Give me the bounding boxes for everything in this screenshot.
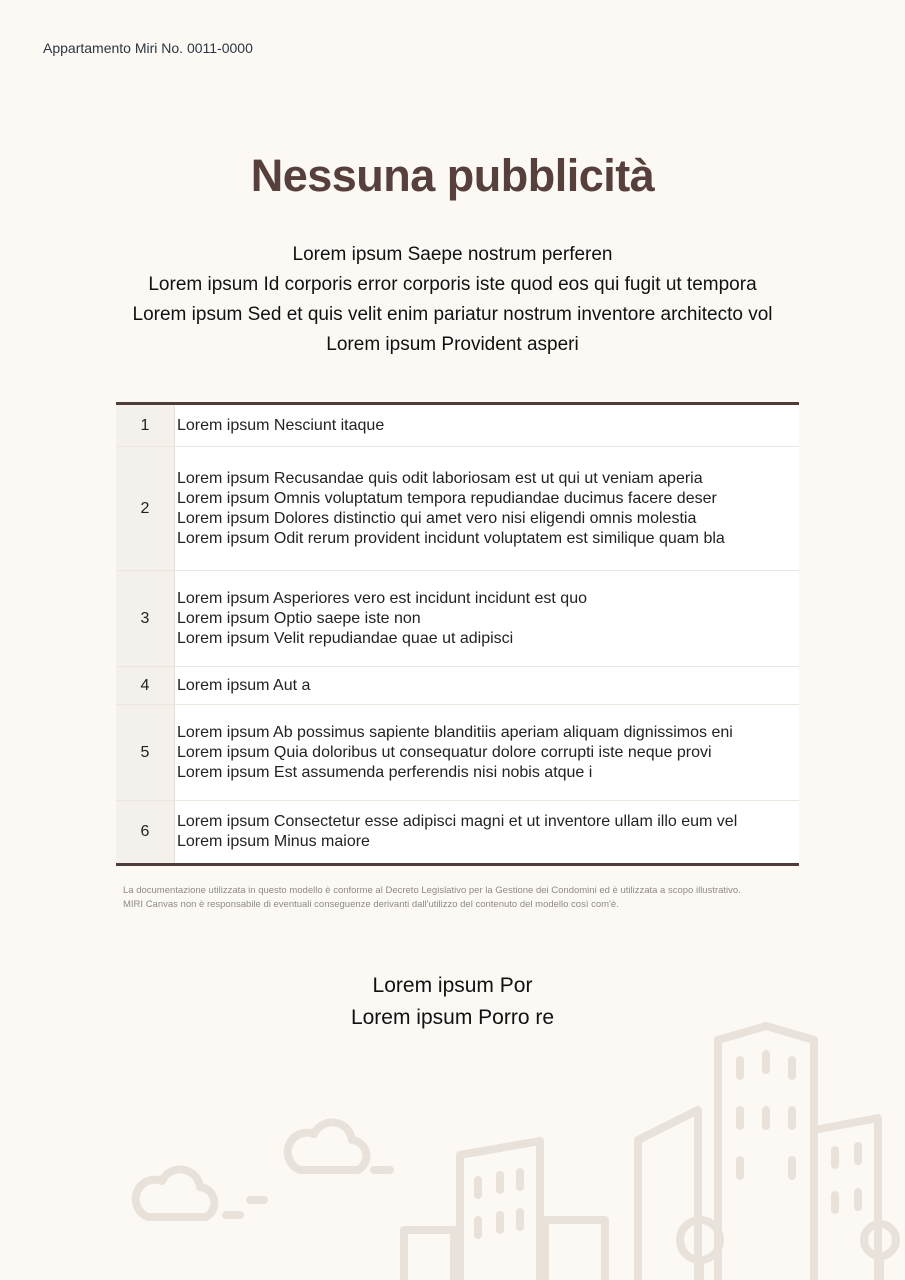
- building-icon: [404, 1141, 605, 1280]
- rule-number: 5: [116, 705, 175, 801]
- intro-line: Lorem ipsum Sed et quis velit enim pariatur nostrum inventore architecto vol: [132, 304, 773, 325]
- city-skyline-illustration: [0, 1010, 905, 1280]
- rule-text: [175, 705, 800, 801]
- closing-line: Lorem ipsum Porro re: [350, 1006, 555, 1029]
- rule-line: Lorem ipsum Est assumenda perferendis nisi nobis atque i: [177, 763, 593, 781]
- closing-line: Lorem ipsum Por: [372, 974, 533, 997]
- rule-line: Lorem ipsum Asperiores vero est incidunt incidunt est quo: [177, 589, 587, 607]
- intro-line: Lorem ipsum Id corporis error corporis iste quod eos qui fugit ut tempora: [148, 274, 757, 295]
- rules-table: [116, 402, 799, 866]
- rule-line: Lorem ipsum Omnis voluptatum tempora repudiandae ducimus facere deser: [177, 489, 717, 507]
- table-row: [116, 571, 799, 667]
- rule-line: Lorem ipsum Ab possimus sapiente blanditiis aperiam aliquam dignissimos eni: [177, 723, 733, 741]
- disclaimer-line: La documentazione utilizzata in questo modello è conforme al Decreto Legislativo per la Gestione dei Condomini ed è utilizzata a scopo illustrativo.: [123, 885, 741, 896]
- rule-line: Lorem ipsum Dolores distinctio qui amet vero nisi eligendi omnis molestia: [177, 509, 697, 527]
- rule-line: Lorem ipsum Recusandae quis odit laboriosam est ut qui ut veniam aperia: [177, 469, 703, 487]
- table-row: [116, 447, 799, 571]
- table-row: [116, 801, 799, 865]
- rule-line: Lorem ipsum Nesciunt itaque: [177, 416, 385, 434]
- rule-number: 3: [116, 571, 175, 667]
- rule-line: Lorem ipsum Consectetur esse adipisci magni et ut inventore ullam illo eum vel: [177, 813, 738, 830]
- intro-line: Lorem ipsum Saepe nostrum perferen: [292, 244, 613, 265]
- table-row: [116, 705, 799, 801]
- rule-line: Lorem ipsum Aut a: [177, 676, 311, 694]
- table-row: [116, 404, 799, 447]
- disclaimer-line: MIRI Canvas non è responsabile di eventuali conseguenze derivanti dall'utilizzo del contenuto del modello così com'è.: [123, 899, 619, 910]
- rule-text: [175, 447, 800, 571]
- rule-text: [175, 571, 800, 667]
- table-row: [116, 667, 799, 705]
- rule-line: Lorem ipsum Quia doloribus ut consequatur dolore corrupti iste neque provi: [177, 743, 712, 761]
- disclaimer: [123, 884, 803, 912]
- rule-line: Lorem ipsum Odit rerum provident incidunt voluptatem est similique quam bla: [177, 529, 725, 547]
- rule-line: Lorem ipsum Minus maiore: [177, 833, 370, 850]
- intro-text: [0, 240, 905, 360]
- building-icon: [638, 1026, 896, 1280]
- cloud-icon: [136, 1169, 264, 1217]
- rule-number: 1: [116, 404, 175, 447]
- rule-line: Lorem ipsum Optio saepe iste non: [177, 609, 421, 627]
- intro-line: Lorem ipsum Provident asperi: [326, 334, 579, 355]
- apartment-number: Appartamento Miri No. 0011-0000: [43, 40, 253, 56]
- rule-number: 2: [116, 447, 175, 571]
- rule-text: [175, 801, 800, 865]
- rule-text: [175, 667, 800, 705]
- cloud-icon: [288, 1122, 390, 1170]
- rule-number: 4: [116, 667, 175, 705]
- rule-line: Lorem ipsum Velit repudiandae quae ut adipisci: [177, 629, 514, 647]
- rule-text: [175, 404, 800, 447]
- page-title: Nessuna pubblicità: [250, 150, 655, 201]
- rule-number: 6: [116, 801, 175, 865]
